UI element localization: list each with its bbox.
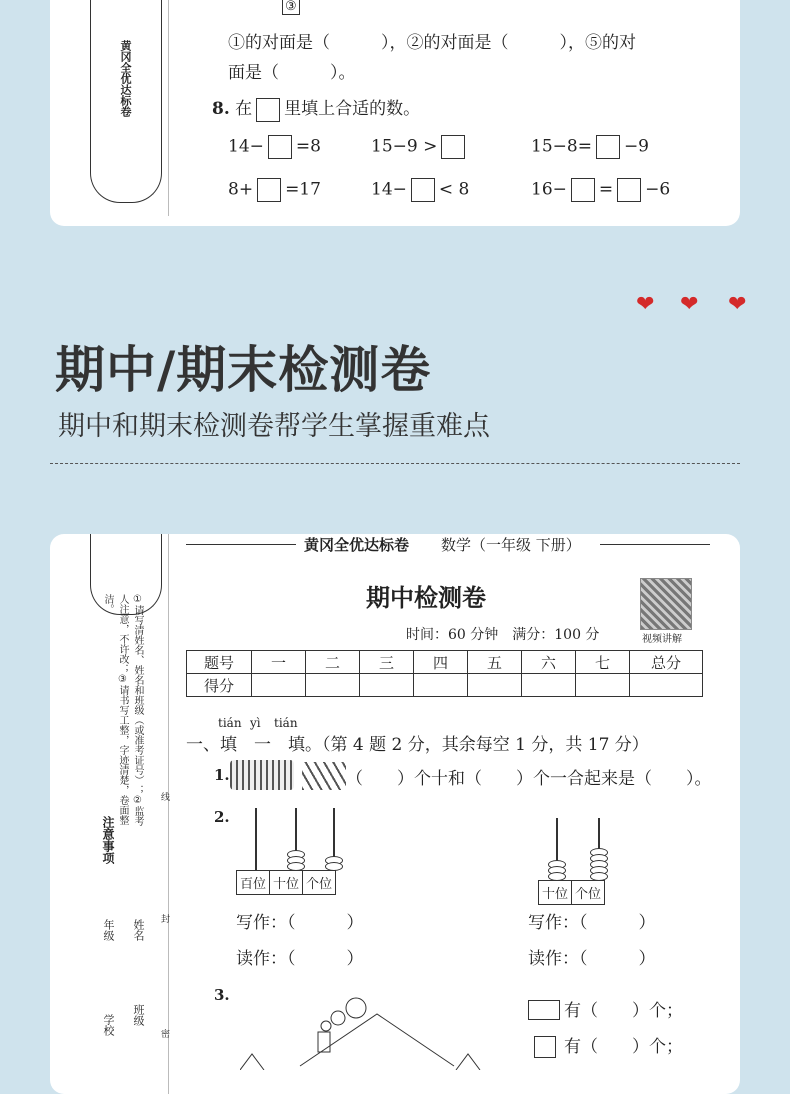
score-input-cell[interactable] — [414, 674, 468, 697]
square-shape-icon — [534, 1036, 556, 1058]
side-field-name: 姓名 — [132, 919, 145, 941]
eq-text: 15−8= — [531, 136, 592, 157]
score-value-row — [187, 674, 703, 697]
side-field-class: 班级 — [132, 1004, 145, 1026]
eq-text: 15−9 > — [371, 136, 438, 157]
score-cell: 四 — [414, 651, 468, 674]
eq-text: =8 — [295, 136, 321, 157]
qr-code-icon[interactable] — [640, 578, 692, 630]
score-input-cell[interactable] — [630, 674, 703, 697]
tree-left — [240, 1054, 264, 1070]
eq-row1-b — [371, 135, 469, 159]
header-line-right — [600, 544, 710, 545]
top-worksheet-card — [50, 0, 740, 226]
score-input-cell[interactable] — [252, 674, 306, 697]
q8-text-b: 里填上合适的数。 — [284, 99, 421, 119]
binding-strip — [90, 0, 162, 203]
q7-line1: ①的对面是（ ），②的对面是（ ），⑤的对 — [228, 33, 636, 53]
dashed-divider — [50, 463, 740, 464]
side-mark-secret: 密 — [159, 1029, 169, 1038]
section-1-title: 一、填 一 填。（第 4 题 2 分，其余每空 1 分，共 17 分） — [186, 735, 649, 755]
score-cell: 题号 — [187, 651, 252, 674]
circle-number-3: ③ — [282, 0, 300, 15]
answer-box[interactable] — [617, 178, 641, 202]
side-mark-line: 线 — [159, 792, 169, 801]
pv-label: 个位 — [575, 887, 602, 902]
header-brand: 黄冈全优达标卷 — [304, 536, 410, 554]
heart-icon: ❤ — [728, 292, 747, 317]
score-input-cell[interactable] — [576, 674, 630, 697]
score-input-cell[interactable] — [468, 674, 522, 697]
pv-label: 百位 — [237, 871, 270, 894]
q8-number: 8. — [212, 99, 230, 119]
answer-box[interactable] — [571, 178, 595, 202]
eq-text: 16− — [531, 179, 567, 200]
score-cell: 得分 — [187, 674, 252, 697]
q7-line2: 面是（ ）。 — [228, 63, 356, 83]
rectangle-shape-icon — [528, 1000, 560, 1020]
header-subject: 数学（一年级 下册） — [441, 536, 581, 554]
exam-title: 期中检测卷 — [366, 583, 486, 612]
pv-label: 十位 — [539, 881, 572, 904]
score-cell: 总分 — [630, 651, 703, 674]
side-notes: ①请写清姓名、姓名和班级（或准考证号）；②监考人注意，不许改；③请书写工整，字迹清楚，卷面整洁。 — [102, 594, 143, 826]
smoke-circle — [331, 1011, 345, 1025]
score-cell: 一 — [252, 651, 306, 674]
score-input-cell[interactable] — [306, 674, 360, 697]
eq-row2-a — [228, 178, 321, 202]
stick-bundles-icon — [230, 760, 294, 790]
score-cell: 二 — [306, 651, 360, 674]
exam-paper-card — [50, 534, 740, 1094]
score-header-row — [187, 651, 703, 674]
binding-divider — [168, 534, 169, 1094]
side-mark-seal: 封 — [159, 914, 169, 923]
binding-title: 黄冈全优达标卷 — [119, 40, 132, 117]
have-count-2: 有（ ）个； — [564, 1037, 683, 1057]
answer-box[interactable] — [441, 135, 465, 159]
side-field-grade: 年级 — [102, 919, 115, 941]
eq-text: < 8 — [438, 179, 470, 200]
place-value-labels-right — [538, 880, 605, 905]
header-line-left — [186, 544, 296, 545]
tree-right — [456, 1054, 480, 1070]
have-count-1: 有（ ）个； — [564, 1001, 683, 1021]
pv-label: 个位 — [306, 877, 333, 892]
q2-number: 2. — [214, 808, 230, 826]
eq-row1-a — [228, 135, 321, 159]
score-cell: 六 — [522, 651, 576, 674]
score-input-cell[interactable] — [360, 674, 414, 697]
single-sticks-icon — [302, 762, 346, 790]
answer-box[interactable] — [268, 135, 292, 159]
smoke-circle — [321, 1021, 331, 1031]
exam-time: 时间：60 分钟 满分：100 分 — [406, 627, 600, 643]
score-cell: 三 — [360, 651, 414, 674]
eq-text: =17 — [285, 179, 321, 200]
pinyin-tian: tián — [274, 716, 298, 730]
abacus-rod — [255, 808, 257, 870]
eq-row2-b — [371, 178, 469, 202]
q3-number: 3. — [214, 986, 230, 1004]
answer-box[interactable] — [257, 178, 281, 202]
pinyin-yi: yì — [250, 716, 261, 730]
place-value-labels-left — [236, 870, 336, 895]
answer-box[interactable] — [256, 98, 280, 122]
smoke-circle — [346, 998, 366, 1018]
write-left: 写作：（ ） — [236, 913, 364, 933]
section-subheading: 期中和期末检测卷帮学生掌握重难点 — [58, 411, 490, 442]
house-drawing — [240, 990, 520, 1070]
answer-box[interactable] — [596, 135, 620, 159]
eq-row2-c — [531, 178, 670, 202]
pv-label: 十位 — [270, 871, 303, 894]
read-right: 读作：（ ） — [528, 949, 656, 969]
answer-box[interactable] — [411, 178, 435, 202]
heart-icon: ❤ — [680, 292, 699, 317]
section-heading: 期中/期末检测卷 — [55, 341, 432, 399]
eq-text: 14− — [371, 179, 407, 200]
side-field-school: 学校 — [102, 1014, 115, 1036]
eq-row1-c — [531, 135, 649, 159]
eq-text: 8+ — [228, 179, 254, 200]
eq-text: 14− — [228, 136, 264, 157]
eq-text: −9 — [623, 136, 649, 157]
eq-text: = — [598, 179, 614, 200]
write-right: 写作：（ ） — [528, 913, 656, 933]
score-cell: 五 — [468, 651, 522, 674]
binding-divider — [168, 0, 169, 216]
q8-text-a: 在 — [235, 99, 253, 119]
pinyin-tian: tián — [218, 716, 242, 730]
q8-line — [212, 94, 420, 122]
q1-number: 1. — [214, 766, 230, 784]
score-table — [186, 650, 703, 697]
eq-text: −6 — [645, 179, 671, 200]
chimney — [318, 1032, 330, 1052]
heart-icon: ❤ — [636, 292, 655, 317]
qr-label: 视频讲解 — [642, 634, 682, 645]
score-cell: 七 — [576, 651, 630, 674]
score-input-cell[interactable] — [522, 674, 576, 697]
side-label: 注意事项 — [101, 816, 115, 864]
read-left: 读作：（ ） — [236, 949, 364, 969]
q1-text: （ ）个十和（ ）个一合起来是（ ）。 — [346, 769, 712, 789]
